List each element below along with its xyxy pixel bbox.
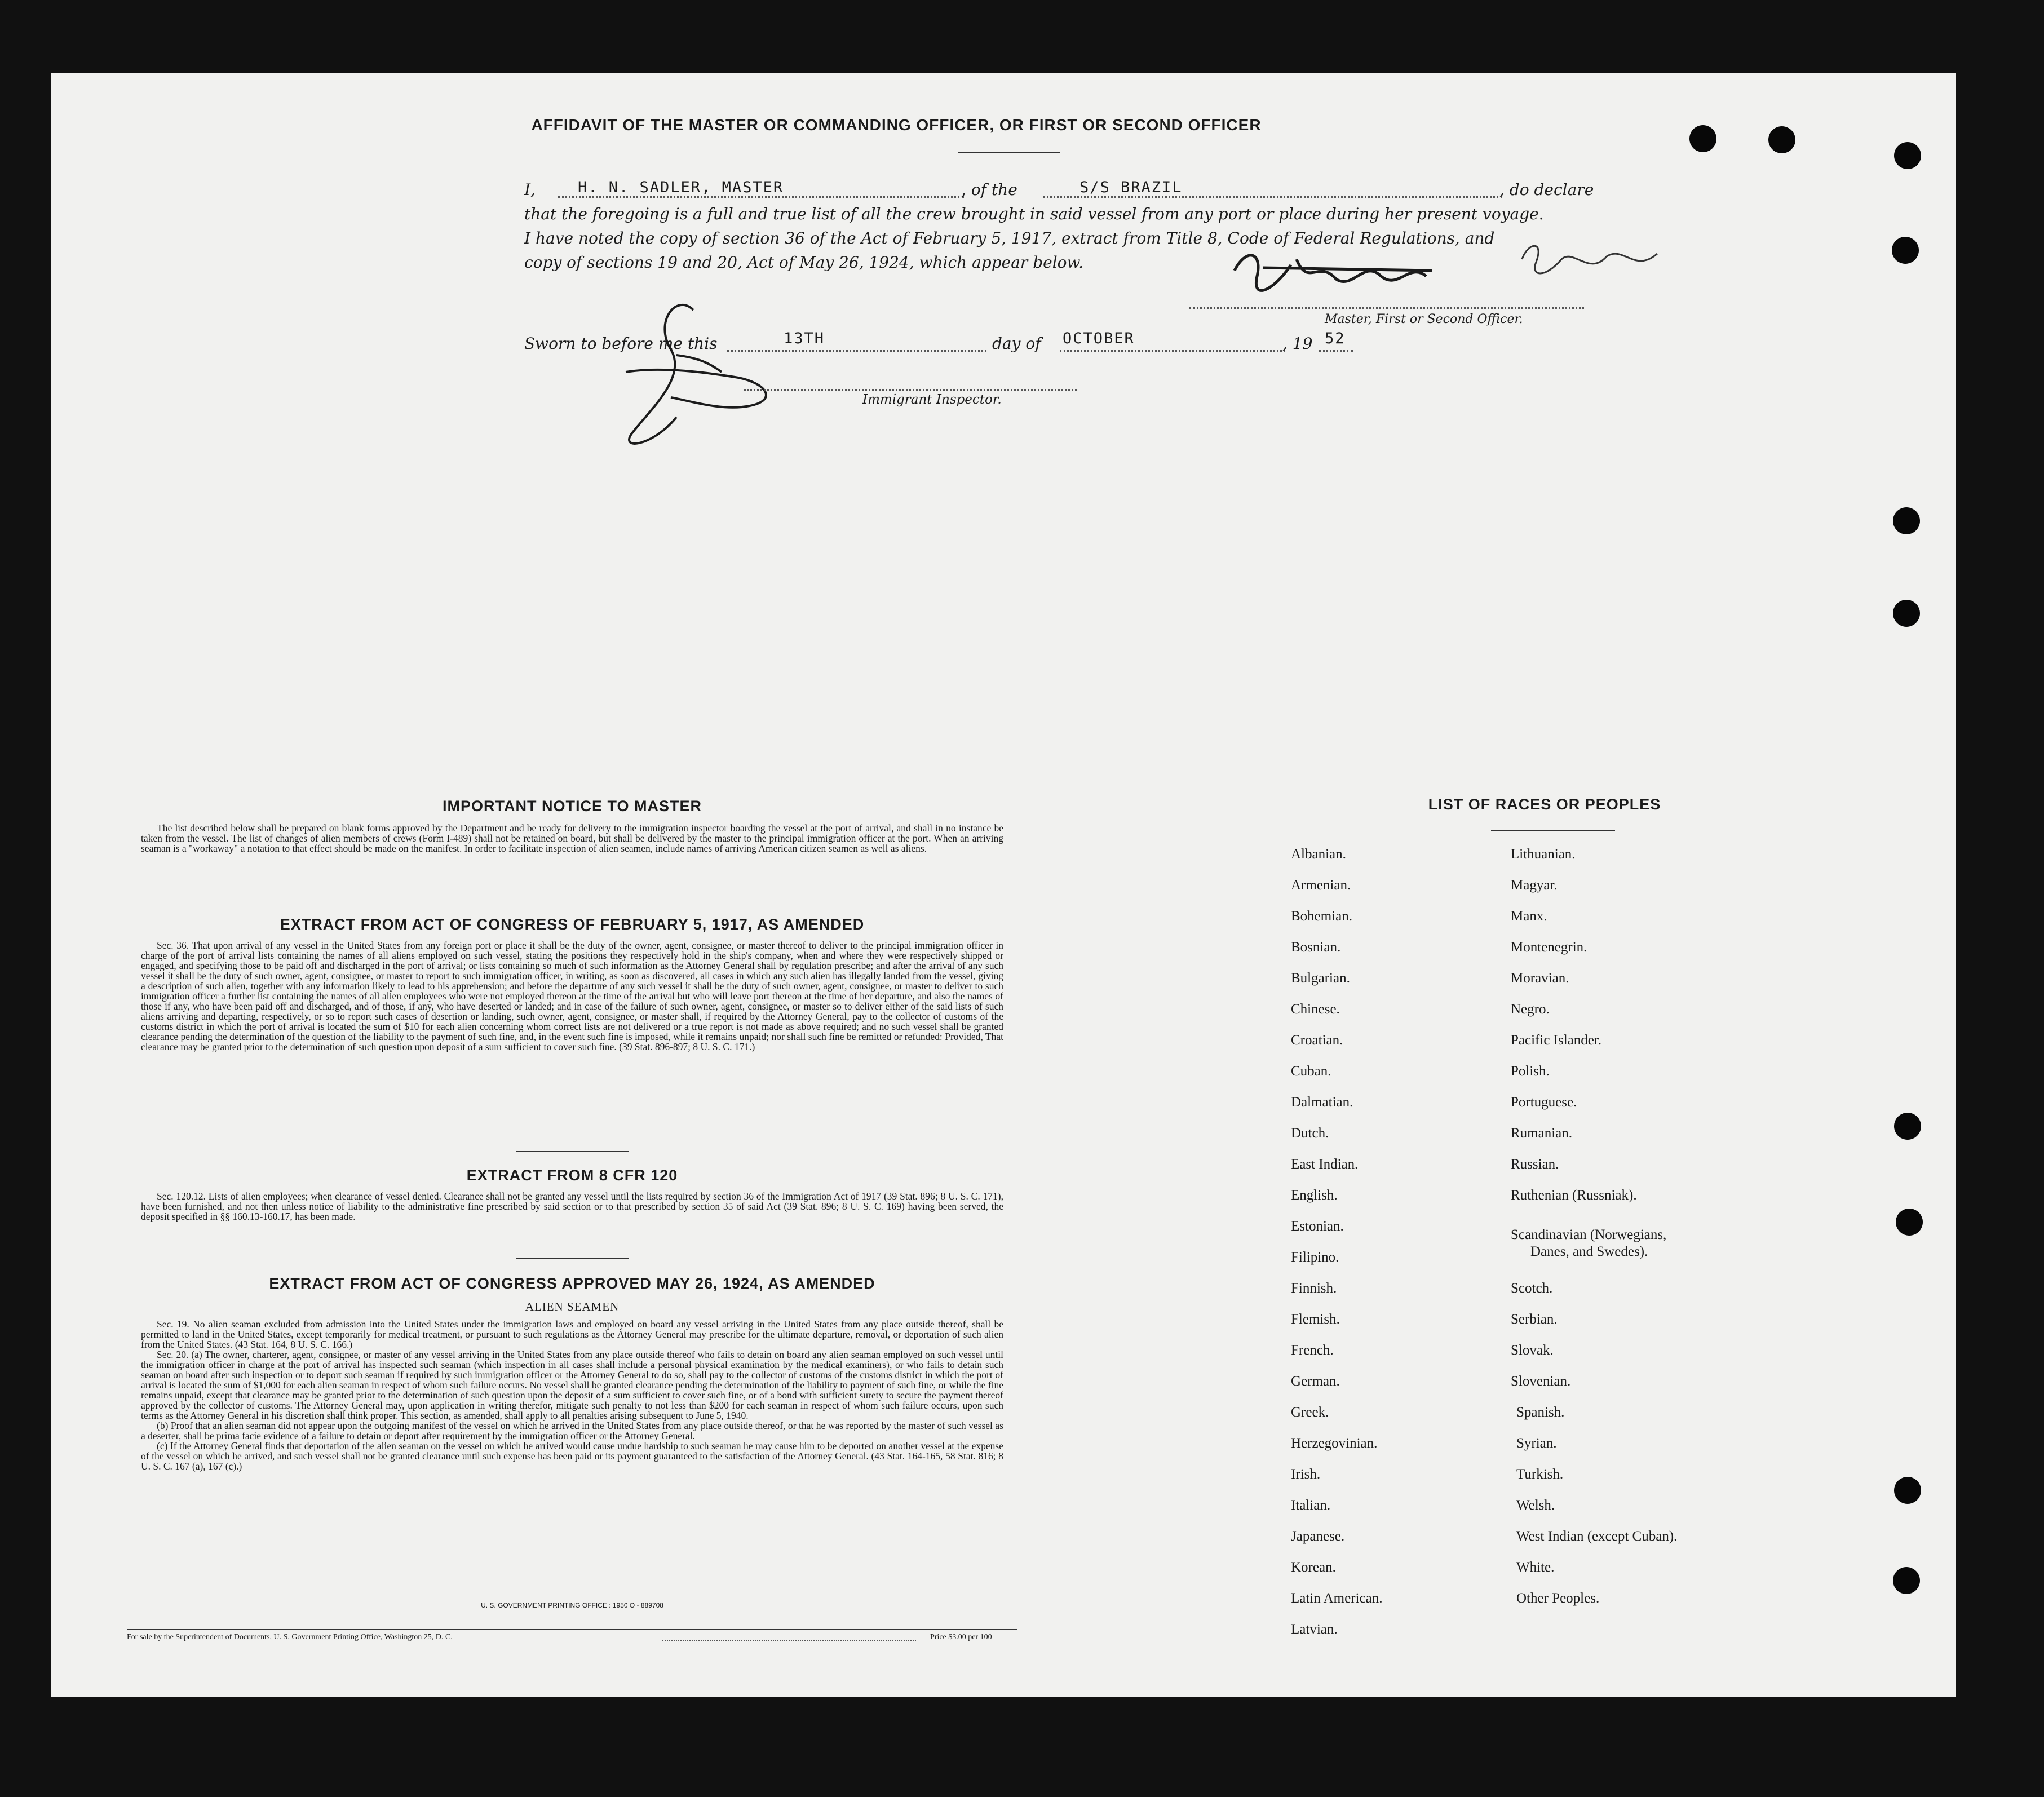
race-right-item: Slovenian. — [1511, 1374, 1571, 1389]
race-left-item: Estonian. — [1291, 1219, 1344, 1234]
affidavit-line-3: I have noted the copy of section 36 of the Act of February 5, 1917, extract from Title 8, Code of Federal Regulations, and — [524, 229, 1495, 247]
race-left-item: Cuban. — [1291, 1064, 1331, 1079]
extract-1917-text: Sec. 36. That upon arrival of any vessel in the United States from any foreign port or place it shall be the duty of the owner, agent, consignee, or master thereof to deliver to the principal immigration officer in charge of the port of arrival lists containing the names of all aliens employed on such vessel, stating the positions they respectively hold in the ship's company, when and where they were respectively shipped or engaged, and specifying those to be paid off and discharged in the port of arrival; or lists containing so much of such information as the Attorney General shall by regulation prescribe; and after the arrival of any such vessel it shall be the duty of such owner, agent, consignee, or master to report to such immigration officer, in writing, as soon as discovered, all cases in which any such alien has illegally landed from the vessel, giving a description of such alien, together with any information likely to lead to his apprehension; and before the departure of any such vessel it shall be the duty of such owner, agent, consignee, or master to deliver to such immigration officer a further list containing the names of all alien employees who were not employed thereon at the time of the arrival but who will leave port thereon at the time of her departure, and also the names of those if any, who have been paid off and discharged, and of those, if any, who have deserted or landed; and in case of the failure of such owner, agent, consignee, or master so to deliver either of the said lists of such aliens arriving and departing, respectively, or so to report such cases of desertion or landing, such owner, agent, consignee, or master shall, if required by the Attorney General, pay to the collector of customs of the customs district in which the port of arrival is located the sum of $10 for each alien concerning whom correct lists are not delivered or a true report is not made as above required; and no such vessel shall be granted clearance pending the determination of the question of the liability to the payment of such fine, and, in the event such fine is imposed, while it remains unpaid; nor shall such fine be remitted or refunded: Provided, That clearance may be granted prior to the determination of such question upon deposit of a sum sufficient to cover such fine. (39 Stat. 896-897; 8 U. S. C. 171.) — [141, 940, 1003, 1052]
punch-hole — [1689, 125, 1716, 152]
inspector-caption: Immigrant Inspector. — [862, 392, 1002, 407]
punch-hole — [1893, 507, 1920, 534]
footer-dots — [662, 1640, 916, 1641]
inspector-signature — [592, 287, 874, 457]
race-left-item: Herzegovinian. — [1291, 1436, 1378, 1451]
sec-20a-text: Sec. 20. (a) The owner, charterer, agent, consignee, or master of any vessel arriving in the United States from any place outside thereof who fails to detain on board any alien seaman employed on such vessel until the immigration officer in charge at the port of arrival has inspected such seaman (which inspection in all cases shall include a personal physical examination by the medical examiners), or who fails to detain such seaman on board after such inspection or to deport such seaman if required by such immigration officer or the Attorney General to do so, shall pay to the collector of customs of the customs district in which the port of arrival is located the sum of $1,000 for each alien seaman in respect of whom such failure occurs. No vessel shall be granted clearance pending the determination of the liability to payment of such fine, or while the fine remains unpaid, except that clearance may be granted prior to the determination of such question upon the deposit of a sum sufficient to cover such fine, or of a bond with sufficient surety to secure the payment thereof approved by the collector of customs. The Attorney General may, upon application in writing therefor, mitigate such penalty to not less than $200 for each seaman in respect of whom such failure occurs, upon such terms as the Attorney General in his discretion shall think proper. This section, as amended, shall apply to all penalties arising subsequent to June 5, 1940. — [141, 1349, 1003, 1421]
race-left-item: French. — [1291, 1343, 1334, 1358]
vessel-line — [1043, 196, 1502, 198]
notice-block — [141, 823, 1003, 853]
sec-19-text: Sec. 19. No alien seaman excluded from admission into the United States under the immigration laws and employed on board any vessel arriving in the United States from any place outside thereof, shall be permitted to land in the United States, except temporarily for medical treatment, or pursuant to such regulations as the Attorney General may prescribe for the ultimate departure, removal, or deportation of such alien from the United States. (43 Stat. 164, 8 U. S. C. 166.) — [141, 1318, 1003, 1350]
extract-1917-title: EXTRACT FROM ACT OF CONGRESS OF FEBRUARY 5, 1917, AS AMENDED — [280, 916, 865, 933]
race-left-item: Flemish. — [1291, 1312, 1340, 1327]
footer-rule — [127, 1629, 1017, 1630]
punch-hole — [1896, 1209, 1923, 1236]
race-left-item: Armenian. — [1291, 878, 1351, 893]
notice-title: IMPORTANT NOTICE TO MASTER — [443, 798, 702, 815]
declarant-name: H. N. SADLER, MASTER — [578, 179, 784, 196]
year-line — [1319, 350, 1353, 352]
master-signature-line — [1189, 307, 1584, 309]
section-rule — [516, 1151, 629, 1152]
race-left-item: Chinese. — [1291, 1002, 1340, 1017]
race-right-item: Rumanian. — [1511, 1126, 1573, 1141]
affidavit-title: AFFIDAVIT OF THE MASTER OR COMMANDING OFFICER, OR FIRST OR SECOND OFFICER — [531, 116, 1262, 134]
punch-hole — [1893, 1567, 1920, 1594]
punch-hole — [1892, 237, 1919, 264]
race-left-item: Italian. — [1291, 1498, 1331, 1513]
affidavit-line-4: copy of sections 19 and 20, Act of May 26, 1924, which appear below. — [524, 253, 1084, 272]
race-right-item: West Indian (except Cuban). — [1516, 1529, 1678, 1544]
race-right-item: Scotch. — [1511, 1281, 1553, 1296]
race-left-item: Japanese. — [1291, 1529, 1345, 1544]
master-caption: Master, First or Second Officer. — [1325, 312, 1523, 326]
punch-hole — [1894, 1477, 1921, 1504]
race-right-item: Welsh. — [1516, 1498, 1555, 1513]
race-right-item: Danes, and Swedes). — [1530, 1244, 1648, 1259]
declarant-label: I, — [524, 180, 536, 199]
printing-office-line: U. S. GOVERNMENT PRINTING OFFICE : 1950 O - 889708 — [481, 1601, 663, 1609]
cfr-title: EXTRACT FROM 8 CFR 120 — [466, 1167, 678, 1184]
extract-1924-title: EXTRACT FROM ACT OF CONGRESS APPROVED MAY 26, 1924, AS AMENDED — [269, 1275, 875, 1292]
affidavit-line-2: that the foregoing is a full and true list of all the crew brought in said vessel from any port or place during her present voyage. — [524, 205, 1544, 223]
race-right-item: Slovak. — [1511, 1343, 1554, 1358]
sec-20c-text: (c) If the Attorney General finds that deportation of the alien seaman on the vessel on which he arrived would cause undue hardship to such seaman he may cause him to be deported on another vessel at the expense of the vessel on which he arrived, and such vessel shall not be granted clearance until such expense has been paid or its payment guaranteed to the satisfaction of the Attorney General. (43 Stat. 164-165, 58 Stat. 816; 8 U. S. C. 167 (a), 167 (c).) — [141, 1440, 1003, 1472]
race-left-item: German. — [1291, 1374, 1340, 1389]
race-right-item: Portuguese. — [1511, 1095, 1577, 1110]
punch-hole — [1894, 1113, 1921, 1140]
document-sheet — [51, 73, 1956, 1697]
sworn-label: Sworn to before me this — [524, 334, 718, 353]
race-right-item: Manx. — [1511, 909, 1547, 924]
race-right-item: Negro. — [1511, 1002, 1550, 1017]
race-right-item: Magyar. — [1511, 878, 1558, 893]
title-rule — [958, 152, 1060, 153]
race-right-item: Spanish. — [1516, 1405, 1565, 1420]
race-left-item: Bosnian. — [1291, 940, 1341, 955]
cfr-text: Sec. 120.12. Lists of alien employees; when clearance of vessel denied. Clearance shall not be granted any vessel until the lists required by section 36 of the Immigration Act of 1917 (39 Stat. 896; 8 U. S. C. 171), have been furnished, and not then unless notice of liability to the administrative fine prescribed by said section or to that prescribed by section 35 of said Act (39 Stat. 896; 8 U. S. C. 169) having been served, the deposit specified in §§ 160.13-160.17, has been made. — [141, 1190, 1003, 1222]
race-left-item: Bulgarian. — [1291, 971, 1350, 986]
race-right-item: Serbian. — [1511, 1312, 1558, 1327]
race-right-item: Syrian. — [1516, 1436, 1557, 1451]
inspector-line — [744, 389, 1077, 391]
extract-1917-block — [141, 940, 1003, 1052]
master-signature — [1229, 237, 1691, 304]
race-left-item: Greek. — [1291, 1405, 1329, 1420]
race-left-item: English. — [1291, 1188, 1338, 1203]
race-right-item: Turkish. — [1516, 1467, 1564, 1482]
notice-text: The list described below shall be prepared on blank forms approved by the Department and be ready for delivery to the immigration inspector boarding the vessel at the port of arrival, and shall in no instance be taken from the vessel. The list of changes of alien members of crews (Form I-489) shall not be retained on board, but shall be delivered by the master to the principal immigration officer at the port. When an arriving seaman is a "workaway" a notation to that effect should be made on the manifest. In order to facilitate inspection of alien seamen, include names of arriving American citizen seamen as well as aliens. — [141, 822, 1003, 854]
races-title: LIST OF RACES OR PEOPLES — [1428, 796, 1661, 813]
cfr-block — [141, 1191, 1003, 1221]
race-right-item: Montenegrin. — [1511, 940, 1587, 955]
race-left-item: Filipino. — [1291, 1250, 1339, 1265]
race-left-item: Albanian. — [1291, 847, 1346, 862]
sworn-month: OCTOBER — [1063, 330, 1135, 347]
sec-20b-text: (b) Proof that an alien seaman did not appear upon the outgoing manifest of the vessel on which he arrived in the United States from any place outside thereof, or that he was reported by the master of such vessel as a deserter, shall be prima facie evidence of a failure to detain or deport after requirement by the immigration officer or the Attorney General. — [141, 1420, 1003, 1441]
race-right-item: Lithuanian. — [1511, 847, 1576, 862]
for-sale-line: For sale by the Superintendent of Documents, U. S. Government Printing Office, Washington 25, D. C. — [127, 1633, 453, 1641]
punch-hole — [1768, 126, 1795, 153]
race-left-item: Finnish. — [1291, 1281, 1337, 1296]
alien-seamen-subtitle: ALIEN SEAMEN — [525, 1300, 620, 1313]
race-right-item: White. — [1516, 1560, 1555, 1575]
race-left-item: East Indian. — [1291, 1157, 1359, 1172]
race-left-item: Bohemian. — [1291, 909, 1353, 924]
race-right-item: Scandinavian (Norwegians, — [1511, 1227, 1667, 1242]
race-left-item: Latvian. — [1291, 1622, 1338, 1637]
race-right-item: Ruthenian (Russniak). — [1511, 1188, 1637, 1203]
vessel-name: S/S BRAZIL — [1079, 179, 1183, 196]
race-left-item: Dutch. — [1291, 1126, 1329, 1141]
sworn-year: 52 — [1325, 330, 1346, 347]
sworn-month-line — [1060, 350, 1285, 352]
race-left-item: Korean. — [1291, 1560, 1336, 1575]
year-prefix: , 19 — [1282, 334, 1313, 353]
section-rule — [516, 1258, 629, 1259]
race-right-item: Polish. — [1511, 1064, 1550, 1079]
race-right-item: Other Peoples. — [1516, 1591, 1600, 1606]
race-right-item: Russian. — [1511, 1157, 1559, 1172]
race-left-item: Croatian. — [1291, 1033, 1343, 1048]
race-right-item: Pacific Islander. — [1511, 1033, 1602, 1048]
price-line: Price $3.00 per 100 — [930, 1633, 992, 1641]
races-rule — [1491, 830, 1615, 831]
declarant-line — [558, 196, 964, 198]
race-right-item: Moravian. — [1511, 971, 1569, 986]
race-left-item: Irish. — [1291, 1467, 1321, 1482]
race-left-item: Latin American. — [1291, 1591, 1383, 1606]
sworn-day: 13TH — [784, 330, 825, 347]
do-declare-label: , do declare — [1499, 180, 1594, 199]
extract-1924-block — [141, 1319, 1003, 1471]
race-left-item: Dalmatian. — [1291, 1095, 1353, 1110]
punch-hole — [1893, 600, 1920, 627]
of-the-label: , of the — [961, 180, 1017, 199]
day-of-label: day of — [992, 334, 1041, 353]
punch-hole — [1894, 142, 1921, 169]
